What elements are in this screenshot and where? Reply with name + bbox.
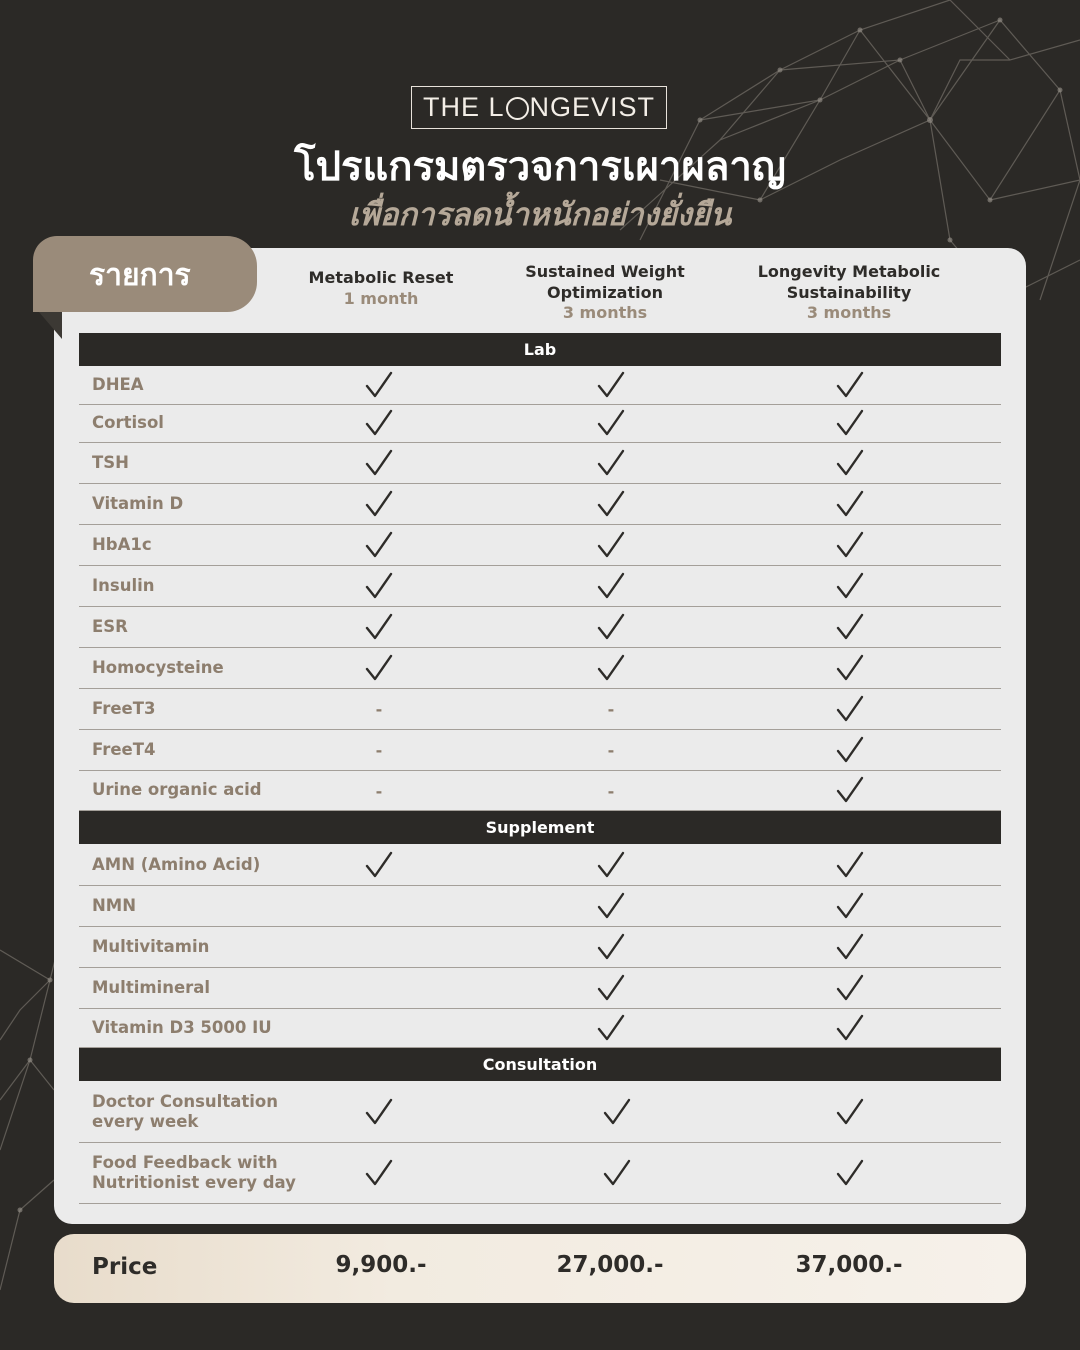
check-icon <box>591 848 631 884</box>
check-icon <box>830 733 870 769</box>
section-header-supplement: Supplement <box>79 811 1001 844</box>
table-row <box>79 525 1001 566</box>
check-icon <box>359 406 399 442</box>
table-row <box>79 1009 1001 1048</box>
check-icon <box>591 930 631 966</box>
section-header-consultation: Consultation <box>79 1048 1001 1081</box>
row-label: ESR <box>92 616 128 636</box>
page-title: โปรแกรมตรวจการเผาผลาญ <box>294 144 786 190</box>
dash-text: - <box>607 700 615 719</box>
check-icon <box>830 487 870 523</box>
price-metabolic-reset: 9,900.- <box>335 1252 427 1278</box>
check-icon <box>597 1095 637 1131</box>
check-icon <box>359 1095 399 1131</box>
table-row <box>79 484 1001 525</box>
check-icon <box>830 569 870 605</box>
check-icon <box>359 610 399 646</box>
check-icon <box>591 446 631 482</box>
check-icon <box>359 528 399 564</box>
check-icon <box>359 487 399 523</box>
column-name-line2: Optimization <box>547 282 663 302</box>
row-label: Homocysteine <box>92 657 224 677</box>
table-row <box>79 730 1001 771</box>
dash-text: - <box>375 741 383 760</box>
check-icon <box>359 569 399 605</box>
check-icon <box>591 528 631 564</box>
check-icon <box>359 446 399 482</box>
row-label: Insulin <box>92 575 155 595</box>
dash-mark <box>359 733 399 769</box>
check-icon <box>591 569 631 605</box>
row-label: FreeT3 <box>92 698 156 718</box>
page-subtitle: เพื่อการลดน้ำหนักอย่างยั่งยืน <box>348 197 732 233</box>
row-label: Multivitamin <box>92 936 210 956</box>
dash-text: - <box>607 781 615 801</box>
column-header-metabolic-reset <box>271 268 491 309</box>
logo-text-right: NGEVIST <box>529 92 656 122</box>
check-icon <box>359 368 399 404</box>
table-row <box>79 443 1001 484</box>
column-name: Metabolic Reset <box>308 268 454 287</box>
table-row <box>79 689 1001 730</box>
row-label: Doctor Consultation every week <box>92 1092 278 1131</box>
row-label: Food Feedback with Nutritionist every day <box>92 1153 296 1192</box>
check-icon <box>359 1156 399 1192</box>
check-icon <box>830 773 870 809</box>
dash-mark <box>591 692 631 728</box>
row-label: AMN (Amino Acid) <box>92 854 261 874</box>
brand-logo <box>411 86 667 129</box>
check-icon <box>359 848 399 884</box>
dash-mark <box>591 733 631 769</box>
check-icon <box>830 1156 870 1192</box>
table-row <box>79 367 1001 405</box>
section-header-lab: Lab <box>79 333 1001 366</box>
circle-logo-icon <box>506 97 529 120</box>
dash-mark <box>359 773 399 809</box>
column-name-line2: Sustainability <box>786 282 912 302</box>
check-icon <box>591 651 631 687</box>
table-row <box>79 771 1001 811</box>
row-label: TSH <box>92 452 129 472</box>
row-label: Vitamin D3 5000 IU <box>92 1017 272 1037</box>
check-icon <box>830 971 870 1007</box>
check-icon <box>591 610 631 646</box>
price-longevity: 37,000.- <box>795 1252 903 1278</box>
dash-mark <box>359 692 399 728</box>
price-sustained-weight: 27,000.- <box>556 1252 664 1278</box>
row-label: HbA1c <box>92 534 152 554</box>
column-duration: 1 month <box>343 288 419 308</box>
table-row <box>79 927 1001 968</box>
dash-text: - <box>607 741 615 760</box>
table-row <box>79 1143 1001 1204</box>
row-label: DHEA <box>92 375 144 394</box>
check-icon <box>830 1095 870 1131</box>
check-icon <box>830 1011 870 1047</box>
check-icon <box>830 930 870 966</box>
table-row <box>79 566 1001 607</box>
column-header-sustained-weight <box>495 262 715 324</box>
check-icon <box>591 1011 631 1047</box>
check-icon <box>830 889 870 925</box>
check-icon <box>830 610 870 646</box>
column-name: Sustained Weight <box>525 262 685 281</box>
items-tab <box>33 236 257 312</box>
price-label: Price <box>92 1254 158 1280</box>
table-row <box>79 1082 1001 1143</box>
row-label: Multimineral <box>92 977 211 997</box>
check-icon <box>591 971 631 1007</box>
dash-text: - <box>375 700 383 719</box>
check-icon <box>591 889 631 925</box>
row-label: NMN <box>92 895 137 915</box>
table-row <box>79 607 1001 648</box>
column-header-longevity <box>739 262 959 324</box>
check-icon <box>591 406 631 442</box>
table-row <box>79 845 1001 886</box>
check-icon <box>830 692 870 728</box>
check-icon <box>830 368 870 404</box>
check-icon <box>359 651 399 687</box>
row-label: Cortisol <box>92 413 164 432</box>
check-icon <box>830 848 870 884</box>
price-bar <box>54 1234 1026 1303</box>
table-row <box>79 886 1001 927</box>
table-row <box>79 405 1001 443</box>
row-label: Vitamin D <box>92 493 184 513</box>
check-icon <box>597 1156 637 1192</box>
row-label: FreeT4 <box>92 739 156 759</box>
check-icon <box>591 487 631 523</box>
dash-mark <box>591 773 631 809</box>
row-label: Urine organic acid <box>92 780 262 799</box>
check-icon <box>830 406 870 442</box>
column-duration: 3 months <box>562 303 648 322</box>
check-icon <box>830 528 870 564</box>
items-tab-label: รายการ <box>89 258 191 293</box>
dash-text: - <box>375 781 383 801</box>
column-duration: 3 months <box>806 303 892 322</box>
logo-text-left: THE L <box>422 92 505 122</box>
check-icon <box>830 446 870 482</box>
check-icon <box>830 651 870 687</box>
column-name: Longevity Metabolic <box>757 262 941 281</box>
check-icon <box>591 368 631 404</box>
table-row <box>79 968 1001 1009</box>
table-row <box>79 648 1001 689</box>
